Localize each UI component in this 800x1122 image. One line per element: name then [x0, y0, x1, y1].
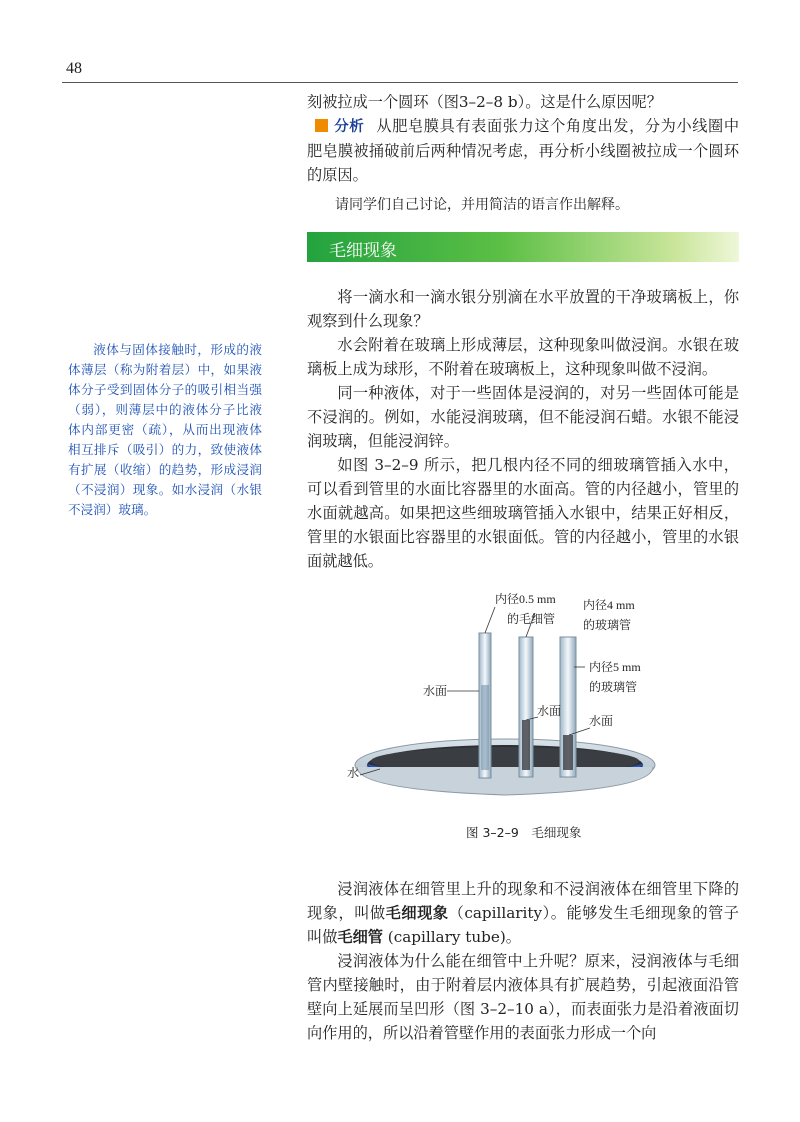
water-column-4mm — [522, 720, 530, 770]
label-water: 水 — [347, 766, 360, 780]
intro-line: 刻被拉成一个圆环（图3–2–8 b）。这是什么原因呢？ — [307, 93, 662, 111]
paragraph-1: 将一滴水和一滴水银分别滴在水平放置的干净玻璃板上，你观察到什么现象？ — [307, 288, 739, 330]
paragraph-6: 浸润液体为什么能在细管中上升呢？原来，浸润液体与毛细管内壁接触时，由于附着层内液体具有扩展趋势，引起液面沿管壁向上延展而呈凹形（图 3–2–10 a），而表面张力是沿着液面切向作用的，所以沿着管壁作用的表面张力形成一个向 — [307, 952, 739, 1042]
body-text-2 — [307, 877, 739, 1045]
paragraph-2: 水会附着在玻璃上形成薄层，这种现象叫做浸润。水银在玻璃板上成为球形，不附着在玻璃板上，这种现象叫做不浸润。 — [307, 336, 739, 378]
water-column-0-5mm — [481, 685, 489, 770]
page-number: 48 — [66, 60, 82, 77]
label-water-surface-right: 水面 — [589, 714, 614, 728]
analysis-text: 从肥皂膜具有表面张力这个角度出发，分为小线圈中肥皂膜被捅破前后两种情况考虑，再分析小线圈被拉成一个圆环的原因。 — [307, 117, 740, 184]
intro-block — [307, 90, 739, 217]
p5-part-a: 浸润液体在细管里上升的现象和不浸润液体在细管里下降的现象，叫做 — [307, 880, 739, 922]
analysis-paragraph — [307, 114, 739, 187]
header-rule — [62, 82, 738, 83]
analysis-marker-icon — [315, 119, 328, 132]
label-tube2-line1: 内径4 mm — [583, 598, 635, 612]
figure-caption: 图 3–2–9 毛细现象 — [466, 825, 582, 840]
body-text — [307, 285, 739, 573]
section-title: 毛细现象 — [329, 241, 397, 261]
p5-part-b: （capillarity）。能够发生毛细现象的管子叫做 — [307, 904, 739, 946]
label-tube2-line2: 的玻璃管 — [583, 618, 632, 632]
dish-bottom — [357, 767, 653, 795]
discussion-prompt: 请同学们自己讨论，并用简洁的语言作出解释。 — [335, 197, 629, 213]
capillary-figure — [345, 585, 675, 815]
analysis-label: 分析 — [333, 119, 365, 135]
leader-tube1 — [485, 607, 495, 633]
label-water-surface-left: 水面 — [423, 684, 448, 698]
keyword-capillary-tube: 毛细管 — [337, 928, 383, 946]
p5-part-c: (capillary tube)。 — [382, 928, 521, 946]
margin-note: 液体与固体接触时，形成的液体薄层（称为附着层）中，如果液体分子受到固体分子的吸引相当强（弱），则薄层中的液体分子比液体内部更密（疏），从而出现液体相互排斥（吸引）的力，致使液体有扩展（收缩）的趋势，形成浸润（不浸润）现象。如水浸润（水银不浸润）玻璃。 — [68, 342, 262, 517]
section-header — [307, 232, 739, 262]
label-water-surface-mid: 水面 — [537, 704, 562, 718]
label-tube1-line2: 的毛细管 — [507, 612, 556, 626]
water-column-5mm — [563, 735, 573, 770]
paragraph-4: 如图 3–2–9 所示，把几根内径不同的细玻璃管插入水中，可以看到管里的水面比容器里的水面高。管的内径越小，管里的水面就越高。如果把这些细玻璃管插入水银中，结果正好相反，管里的水银面比容器里的水银面低。管的内径越小，管里的水银面就越低。 — [307, 456, 739, 570]
paragraph-3: 同一种液体，对于一些固体是浸润的，对另一些固体可能是不浸润的。例如，水能浸润玻璃，但不能浸润石蜡。水银不能浸润玻璃，但能浸润锌。 — [307, 384, 739, 450]
paragraph-5 — [307, 877, 739, 949]
label-tube3-line1: 内径5 mm — [589, 660, 641, 674]
label-tube3-line2: 的玻璃管 — [589, 680, 638, 694]
keyword-capillarity: 毛细现象 — [385, 904, 449, 922]
label-tube1-line1: 内径0.5 mm — [495, 592, 556, 606]
